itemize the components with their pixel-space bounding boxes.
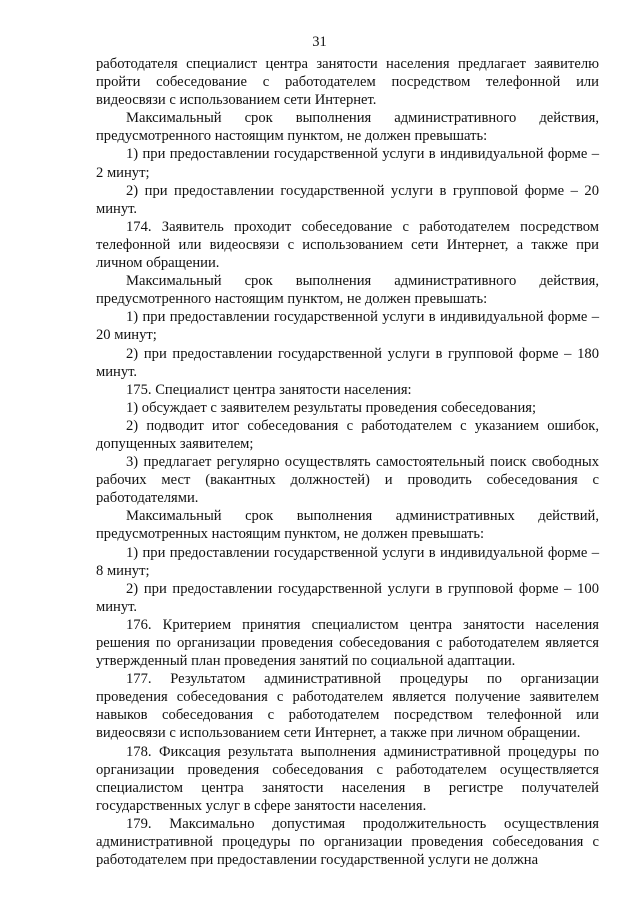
paragraph: 2) при предоставлении государственной услуги в групповой форме – 180 минут.	[96, 345, 599, 380]
paragraph: 2) подводит итог собеседования с работодателем с указанием ошибок, допущенных заявителем;	[96, 417, 599, 452]
paragraph-177: 177. Результатом административной процедуры по организации проведения собеседования с работодателем является получение заявителем навыков собеседования с работодателем посредством телефонной или видеосвязи с использованием сети Интернет, а также при личном обращении.	[96, 671, 599, 742]
paragraph-175: 175. Специалист центра занятости населения:	[126, 381, 412, 398]
paragraph: Максимальный срок выполнения административного действия, предусмотренного настоящим пунктом, не должен превышать:	[96, 110, 599, 145]
paragraph: 1) при предоставлении государственной услуги в индивидуальной форме – 2 минут;	[96, 146, 599, 181]
paragraph: 2) при предоставлении государственной услуги в групповой форме – 100 минут.	[96, 580, 599, 615]
paragraph: 1) при предоставлении государственной услуги в индивидуальной форме – 20 минут;	[96, 309, 599, 344]
paragraph-179: 179. Максимально допустимая продолжительность осуществления административной процедуры по организации проведения собеседования с работодателем при предоставлении государственной услуги не должна	[96, 815, 599, 869]
paragraph: 3) предлагает регулярно осуществлять самостоятельный поиск свободных рабочих мест (вакантных должностей) и проводить собеседования с работодателями.	[96, 454, 599, 507]
paragraph-176: 176. Критерием принятия специалистом центра занятости населения решения по организации проведения собеседования с работодателем является утвержденный план проведения занятий по социальной адаптации.	[96, 616, 599, 670]
paragraph: 1) при предоставлении государственной услуги в индивидуальной форме – 8 минут;	[96, 544, 599, 579]
paragraph-178: 178. Фиксация результата выполнения административной процедуры по организации проведения собеседования с работодателем осуществляется специалистом центра занятости населения в регистре получателей государственных услуг в сфере занятости населения.	[96, 743, 599, 814]
paragraph: Максимальный срок выполнения административного действия, предусмотренного настоящим пунктом, не должен превышать:	[96, 273, 599, 308]
body-text	[96, 55, 599, 869]
paragraph: 2) при предоставлении государственной услуги в групповой форме – 20 минут.	[96, 182, 599, 217]
page-number: 31	[312, 34, 327, 50]
paragraph: 1) обсуждает с заявителем результаты проведения собеседования;	[126, 399, 537, 416]
paragraph: Максимальный срок выполнения административных действий, предусмотренных настоящим пунктом, не должен превышать:	[96, 508, 599, 543]
paragraph-174: 174. Заявитель проходит собеседование с работодателем посредством телефонной или видеосвязи с использованием сети Интернет, а также при личном обращении.	[96, 218, 599, 272]
paragraph-continuation: работодателя специалист центра занятости населения предлагает заявителю пройти собеседование с работодателем посредством телефонной или видеосвязи с использованием сети Интернет.	[96, 56, 599, 109]
